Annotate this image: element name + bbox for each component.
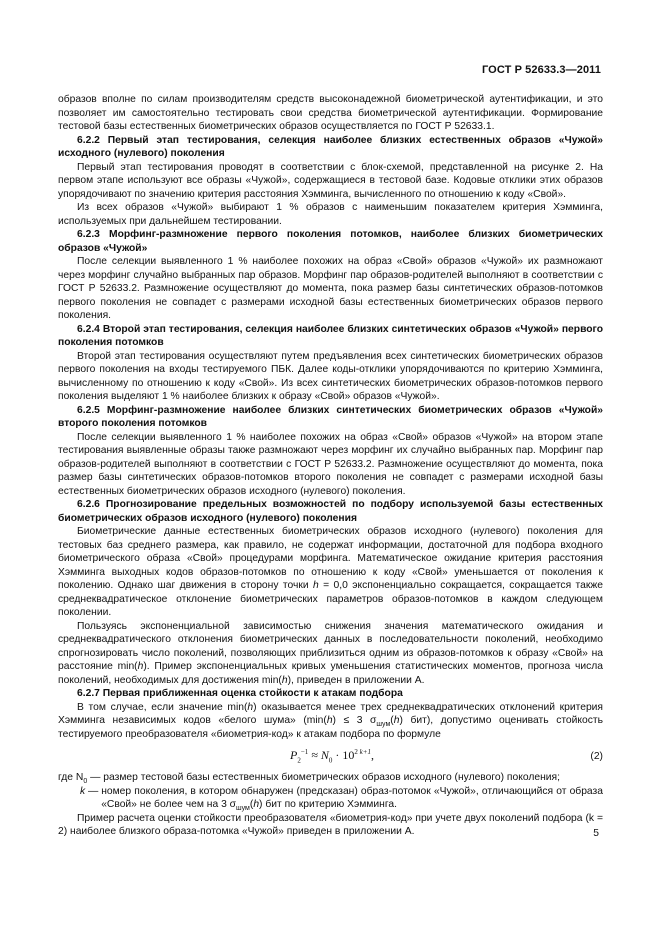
paragraph-6-2-2-a: Первый этап тестирования проводят в соответствии с блок-схемой, представленной на рисунке 2. На первом этапе используют все образы «Чужой», содержащиеся в тестовой базе. Кодовые отклики этих образов упорядочивают по значению критерия расстояния Хэмминга, вычисленного по отношению к коду «Свой». bbox=[58, 161, 603, 200]
paragraph-6-2-6-b bbox=[58, 620, 603, 688]
text-run: номер поколения, в котором обнаружен (предсказан) образ-потомок «Чужой», отличающийся от образа «Свой» не более чем на 3 σ bbox=[101, 785, 603, 810]
paragraph-6-2-4: Второй этап тестирования осуществляют путем предъявления всех синтетических биометрических образов первого поколения на входы тестируемого ПБК. Далее коды-отклики упорядочиваются по критерию Хэмминга, вычисленному по отношению к коду «Свой». Из всех синтетических биометрических образов-потомков первого поколения выделяют 1 % наиболее близких к образу «Свой» образов «Чужой». bbox=[58, 350, 603, 402]
text-run: Пользуясь экспоненциальной зависимостью снижения значения математического ожидания и среднеквадратического отклонения биометрических данных в последовательности поколений, необходимо спрогнозировать число поколений, позволяющих приблизиться одним из образов-потомков к образу «Свой» на расстояние min( bbox=[58, 620, 603, 672]
where-term-text: где N bbox=[58, 772, 84, 783]
text-run: Биометрические данные естественных биометрических образов исходного (нулевого) поколения для тестовых баз среднего размера, как правило, не содержат информации, достаточной для подбора входного биометрического образа «Свой» процедурами морфинга. Математическое ожидание критерия расстояния Хэмминга выходных кодов образов-потомков по отношению к коду «Свой» уменьшается от поколения к поколению. Однако шаг движения в сторону точки bbox=[58, 526, 603, 591]
formula-p-sub: 2 bbox=[297, 756, 301, 765]
text-run: В том случае, если значение min( bbox=[77, 701, 248, 713]
paragraph-6-2-6-a bbox=[58, 525, 603, 620]
text-run: ) бит), допустимо оценивать стойкость тестируемого преобразователя «биометрия-код» к атакам подбора по формуле bbox=[58, 715, 603, 740]
formula-exp-base: 2 bbox=[354, 748, 358, 756]
formula-p-sup: −1 bbox=[300, 748, 309, 756]
formula-ten: · 10 bbox=[332, 748, 355, 762]
formula-approx-n: ≈ N bbox=[308, 748, 329, 762]
heading-6-2-5: 6.2.5 Морфинг-размножение наиболее близких синтетических биометрических образов «Чужой» второго поколения потомков bbox=[58, 404, 603, 429]
formula-expression bbox=[290, 749, 374, 763]
heading-6-2-3: 6.2.3 Морфинг-размножение первого поколения потомков, наиболее близких биометрических образов «Чужой» bbox=[58, 229, 603, 254]
subscript: шум bbox=[236, 805, 250, 813]
variable-h: h bbox=[326, 715, 333, 726]
heading-6-2-2: 6.2.2 Первый этап тестирования, селекция наиболее близких естественных образов «Чужой» исходного (нулевого) поколения bbox=[58, 134, 603, 159]
standard-header: ГОСТ Р 52633.3—2011 bbox=[481, 64, 601, 76]
variable-h: h bbox=[247, 701, 254, 713]
variable-h: h bbox=[253, 799, 260, 810]
text-run: ) оказывается менее трех среднеквадратических отклонений критерия Хэмминга независимых кодов «белого шума» (min( bbox=[58, 701, 603, 726]
text-run: = 0,0 экспоненциально сокращается, сокращается также среднеквадратическое отклонение биометрических параметров образов-потомков в каждом следующем поколении. bbox=[58, 580, 603, 618]
paragraph-final: Пример расчета оценки стойкости преобразователя «биометрия-код» при учете двух поколений подбора (k = 2) наиболее близкого образа-потомка «Чужой» приведен в приложении А. bbox=[58, 812, 603, 837]
formula-number: (2) bbox=[590, 751, 603, 762]
where-k bbox=[58, 785, 603, 812]
where-desc bbox=[101, 785, 603, 812]
heading-6-2-4: 6.2.4 Второй этап тестирования, селекция наиболее близких синтетических образов «Чужой» первого поколения потомков bbox=[58, 323, 603, 348]
paragraph-6-2-7 bbox=[58, 701, 603, 742]
text-run: ( bbox=[249, 799, 254, 810]
where-dash: — bbox=[85, 785, 102, 797]
paragraph-6-2-2-b: Из всех образов «Чужой» выбирают 1 % образов с наименьшим показателем критерия Хэмминга, используемых при дальнейшем тестировании. bbox=[58, 202, 603, 227]
formula-comma: , bbox=[370, 748, 374, 762]
paragraph-6-2-3: После селекции выявленного 1 % наиболее похожих на образ «Свой» образов «Чужой» их размножают через морфинг случайно выбранных пар образов. Морфинг пар образов-родителей выполняют в соответствии с ГОСТ Р 52633.2. Размножение осуществляют до момента, пока размер базы синтетических образов-потомков первого поколения не совпадет с размерами исходной базы естественных биометрических образов первого поколения. bbox=[58, 256, 603, 321]
formula-2 bbox=[58, 743, 603, 769]
where-term bbox=[58, 771, 103, 785]
formula-p: P bbox=[290, 748, 298, 762]
where-dash: — bbox=[87, 772, 104, 783]
variable-h: h bbox=[281, 674, 288, 686]
formula-exp-k: k+1 bbox=[359, 748, 371, 756]
page-number: 5 bbox=[593, 827, 599, 839]
text-run: ) бит по критерию Хэмминга. bbox=[259, 799, 397, 810]
variable-h: h bbox=[137, 661, 144, 672]
where-desc: размер тестовой базы естественных биометрических образов исходного (нулевого) поколения; bbox=[103, 772, 560, 783]
text-run: ) ≤ 3 σ bbox=[332, 715, 377, 726]
formula-n-sub: 0 bbox=[328, 756, 333, 765]
heading-6-2-7: 6.2.7 Первая приближенная оценка стойкости к атакам подбора bbox=[77, 688, 403, 699]
document-body bbox=[58, 93, 603, 839]
formula-exp bbox=[354, 748, 371, 756]
where-term-text: k bbox=[80, 785, 86, 797]
where-n0 bbox=[58, 771, 603, 785]
heading-6-2-6: 6.2.6 Прогнозирование предельных возможностей по подбору используемой базы естественных биометрических образов исходного (нулевого) поколения bbox=[58, 499, 603, 524]
text-run: ), приведен в приложении А. bbox=[287, 674, 425, 686]
text-run: ( bbox=[390, 715, 394, 726]
text-run: ). Пример экспоненциальных кривых уменьшения статистических моментов, прогноза числа поколений, необходимых для достижения min( bbox=[58, 661, 604, 686]
where-term bbox=[80, 785, 101, 812]
paragraph-6-2-5: После селекции выявленного 1 % наиболее похожих на образ «Свой» образов «Чужой» на втором этапе тестирования выявленные образы также размножают через морфинг их случайно выбранных пар. Морфинг пар образов-родителей выполняют в соответствии с ГОСТ Р 52633.2. Размножение осуществляют до момента, пока размер базы синтетических образов-потомков второго поколения не совпадет с размерами исходной базы естественных биометрических образов исходного (нулевого) поколения. bbox=[58, 431, 603, 497]
variable-h: h bbox=[313, 580, 319, 591]
subscript: шум bbox=[376, 721, 391, 729]
where-term-sub: 0 bbox=[83, 778, 88, 786]
paragraph-intro: образов вполне по силам производителям средств высоконадежной биометрической аутентификации, и это позволяет им самостоятельно тестировать свои средства биометрической аутентификации. Формирование тестовой базы естественных биометрических образов осуществляется по ГОСТ Р 52633.1. bbox=[58, 94, 603, 132]
variable-h: h bbox=[393, 715, 400, 726]
